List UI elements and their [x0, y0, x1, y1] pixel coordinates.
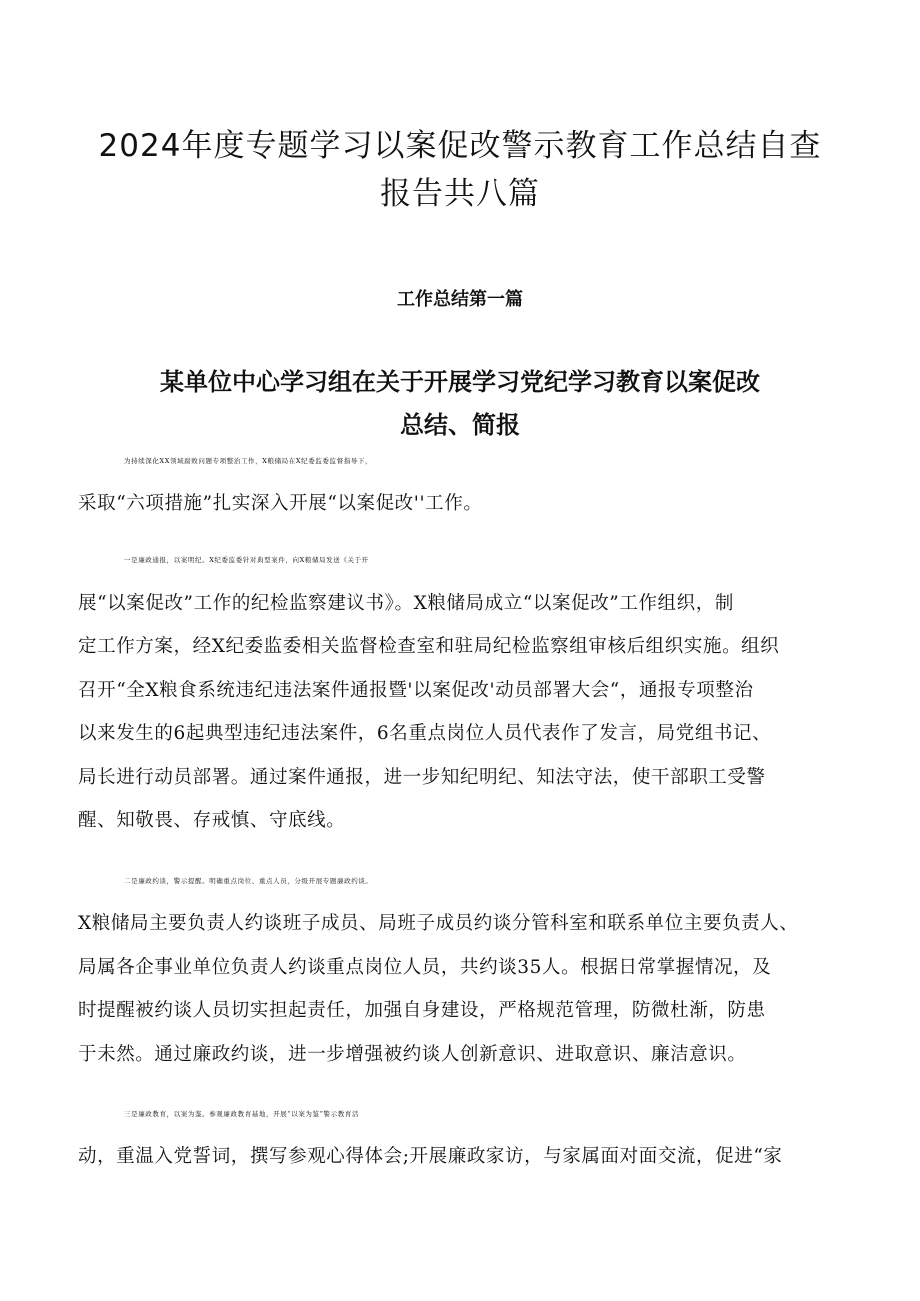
- body-line: 召开“全X粮食系统违纪违法案件通报暨'以案促改'动员部署大会“，通报专项整治: [78, 680, 754, 701]
- body-line: 二是廉政约谈，警示提醒。明确重点岗位、重点人员，分级开展专题廉政约谈。: [124, 877, 373, 885]
- body-line: 三是廉政教育，以案为鉴。参观廉政教育基地，开展“以案为鉴”警示教育活: [124, 1110, 360, 1118]
- document-title-line-1: 2024年度专题学习以案促改警示教育工作总结自查: [98, 128, 822, 164]
- document-title-line-2: 报告共八篇: [380, 176, 540, 212]
- body-line: 动，重温入党誓词，撰写参观心得体会;开展廉政家访，与家属面对面交流，促进“家: [78, 1146, 783, 1167]
- body-line: 局属各企事业单位负责人约谈重点岗位人员，共约谈35人。根据日常掌握情况，及: [78, 957, 772, 978]
- body-line: 采取“六项措施”扎实深入开展“以案促改''工作。: [78, 493, 483, 514]
- subtitle-line-1: 某单位中心学习组在关于开展学习党纪学习教育以案促改: [160, 367, 760, 396]
- body-line: 局长进行动员部署。通过案件通报，进一步知纪明纪、知法守法，使干部职工受警: [78, 767, 766, 788]
- body-line: 定工作方案，经X纪委监委相关监督检查室和驻局纪检监察组审核后组织实施。组织: [78, 636, 780, 657]
- body-line: 以来发生的6起典型违纪违法案件，6名重点岗位人员代表作了发言，局党组书记、: [78, 723, 772, 744]
- body-line: 展“以案促改”工作的纪检监察建议书》。X粮储局成立“以案促改”工作组织，制: [78, 593, 734, 614]
- body-line: 醒、知敬畏、存戒慎、守底线。: [78, 810, 346, 831]
- body-line: X粮储局主要负责人约谈班子成员、局班子成员约谈分管科室和联系单位主要负责人、: [78, 913, 799, 934]
- body-line: 为持续深化XX领域腐败问题专项整治工作，X粮储局在X纪委监委监督指导下，: [124, 457, 373, 465]
- section-heading: 工作总结第一篇: [397, 289, 523, 310]
- body-line: 一是廉政通报，以案明纪。X纪委监委针对典型案件，向X粮储局发送《关于开: [124, 556, 369, 564]
- subtitle-line-2: 总结、简报: [400, 410, 520, 439]
- body-line: 时提醒被约谈人员切实担起责任，加强自身建设，严格规范管理，防微杜渐，防患: [78, 1000, 766, 1021]
- body-line: 于未然。通过廉政约谈，进一步增强被约谈人创新意识、进取意识、廉洁意识。: [78, 1044, 747, 1065]
